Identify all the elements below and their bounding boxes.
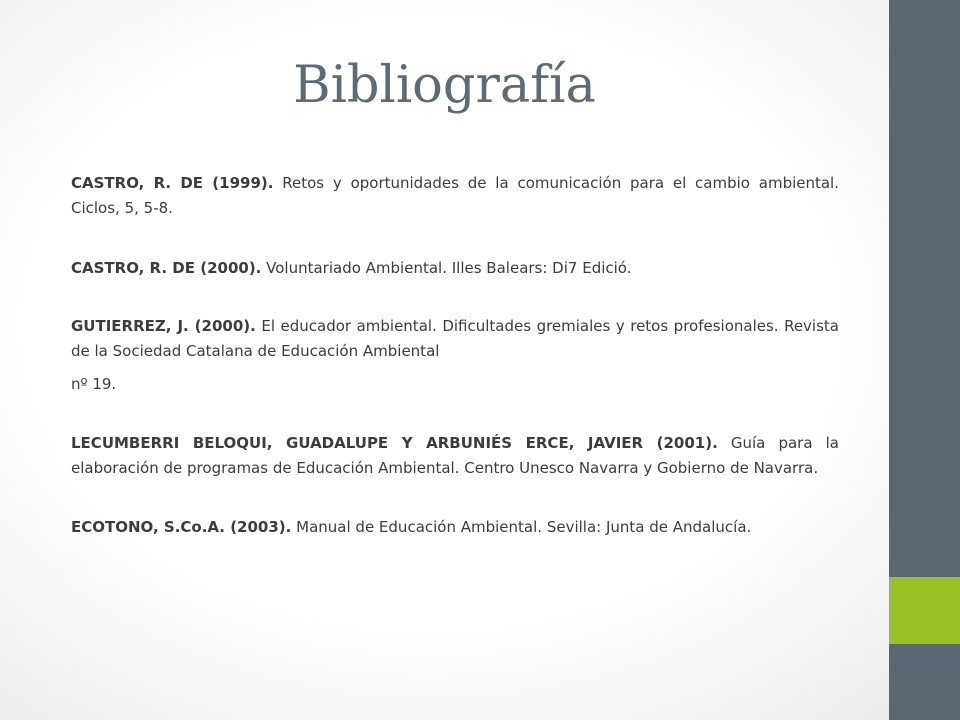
entry-text: Manual de Educación Ambiental. Sevilla: Junta de Andalucía. <box>291 518 752 536</box>
bibliography-entry <box>71 431 839 481</box>
entry-text: Retos y oportunidades de la comunicación para el cambio ambiental. Ciclos, 5, 5-8. <box>71 174 839 217</box>
slide-title: Bibliografía <box>293 56 596 115</box>
entry-text: Voluntariado Ambiental. Illes Balears: Di7 Edició. <box>261 259 632 277</box>
entry-author: CASTRO, R. DE (1999). <box>71 174 274 192</box>
bibliography-list <box>71 171 839 540</box>
bibliography-entry <box>71 256 839 281</box>
bibliography-entry <box>71 314 839 364</box>
entry-text: El educador ambiental. Dificultades gremiales y retos profesionales. Revista de la Sociedad Catalana de Educación Ambiental <box>71 317 839 360</box>
bibliography-entry <box>71 515 839 540</box>
bibliography-entry-continuation: nº 19. <box>71 375 117 393</box>
entry-text: Guía para la elaboración de programas de Educación Ambiental. Centro Unesco Navarra y Gobierno de Navarra. <box>71 434 839 477</box>
entry-author: ECOTONO, S.Co.A. (2003). <box>71 518 292 536</box>
entry-author: GUTIERREZ, J. (2000). <box>71 317 256 335</box>
accent-block-decoration <box>889 577 960 644</box>
bibliography-entry <box>71 171 839 221</box>
entry-author: CASTRO, R. DE (2000). <box>71 259 262 277</box>
entry-author: LECUMBERRI BELOQUI, GUADALUPE Y ARBUNIÉS ERCE, JAVIER (2001). <box>71 434 718 452</box>
